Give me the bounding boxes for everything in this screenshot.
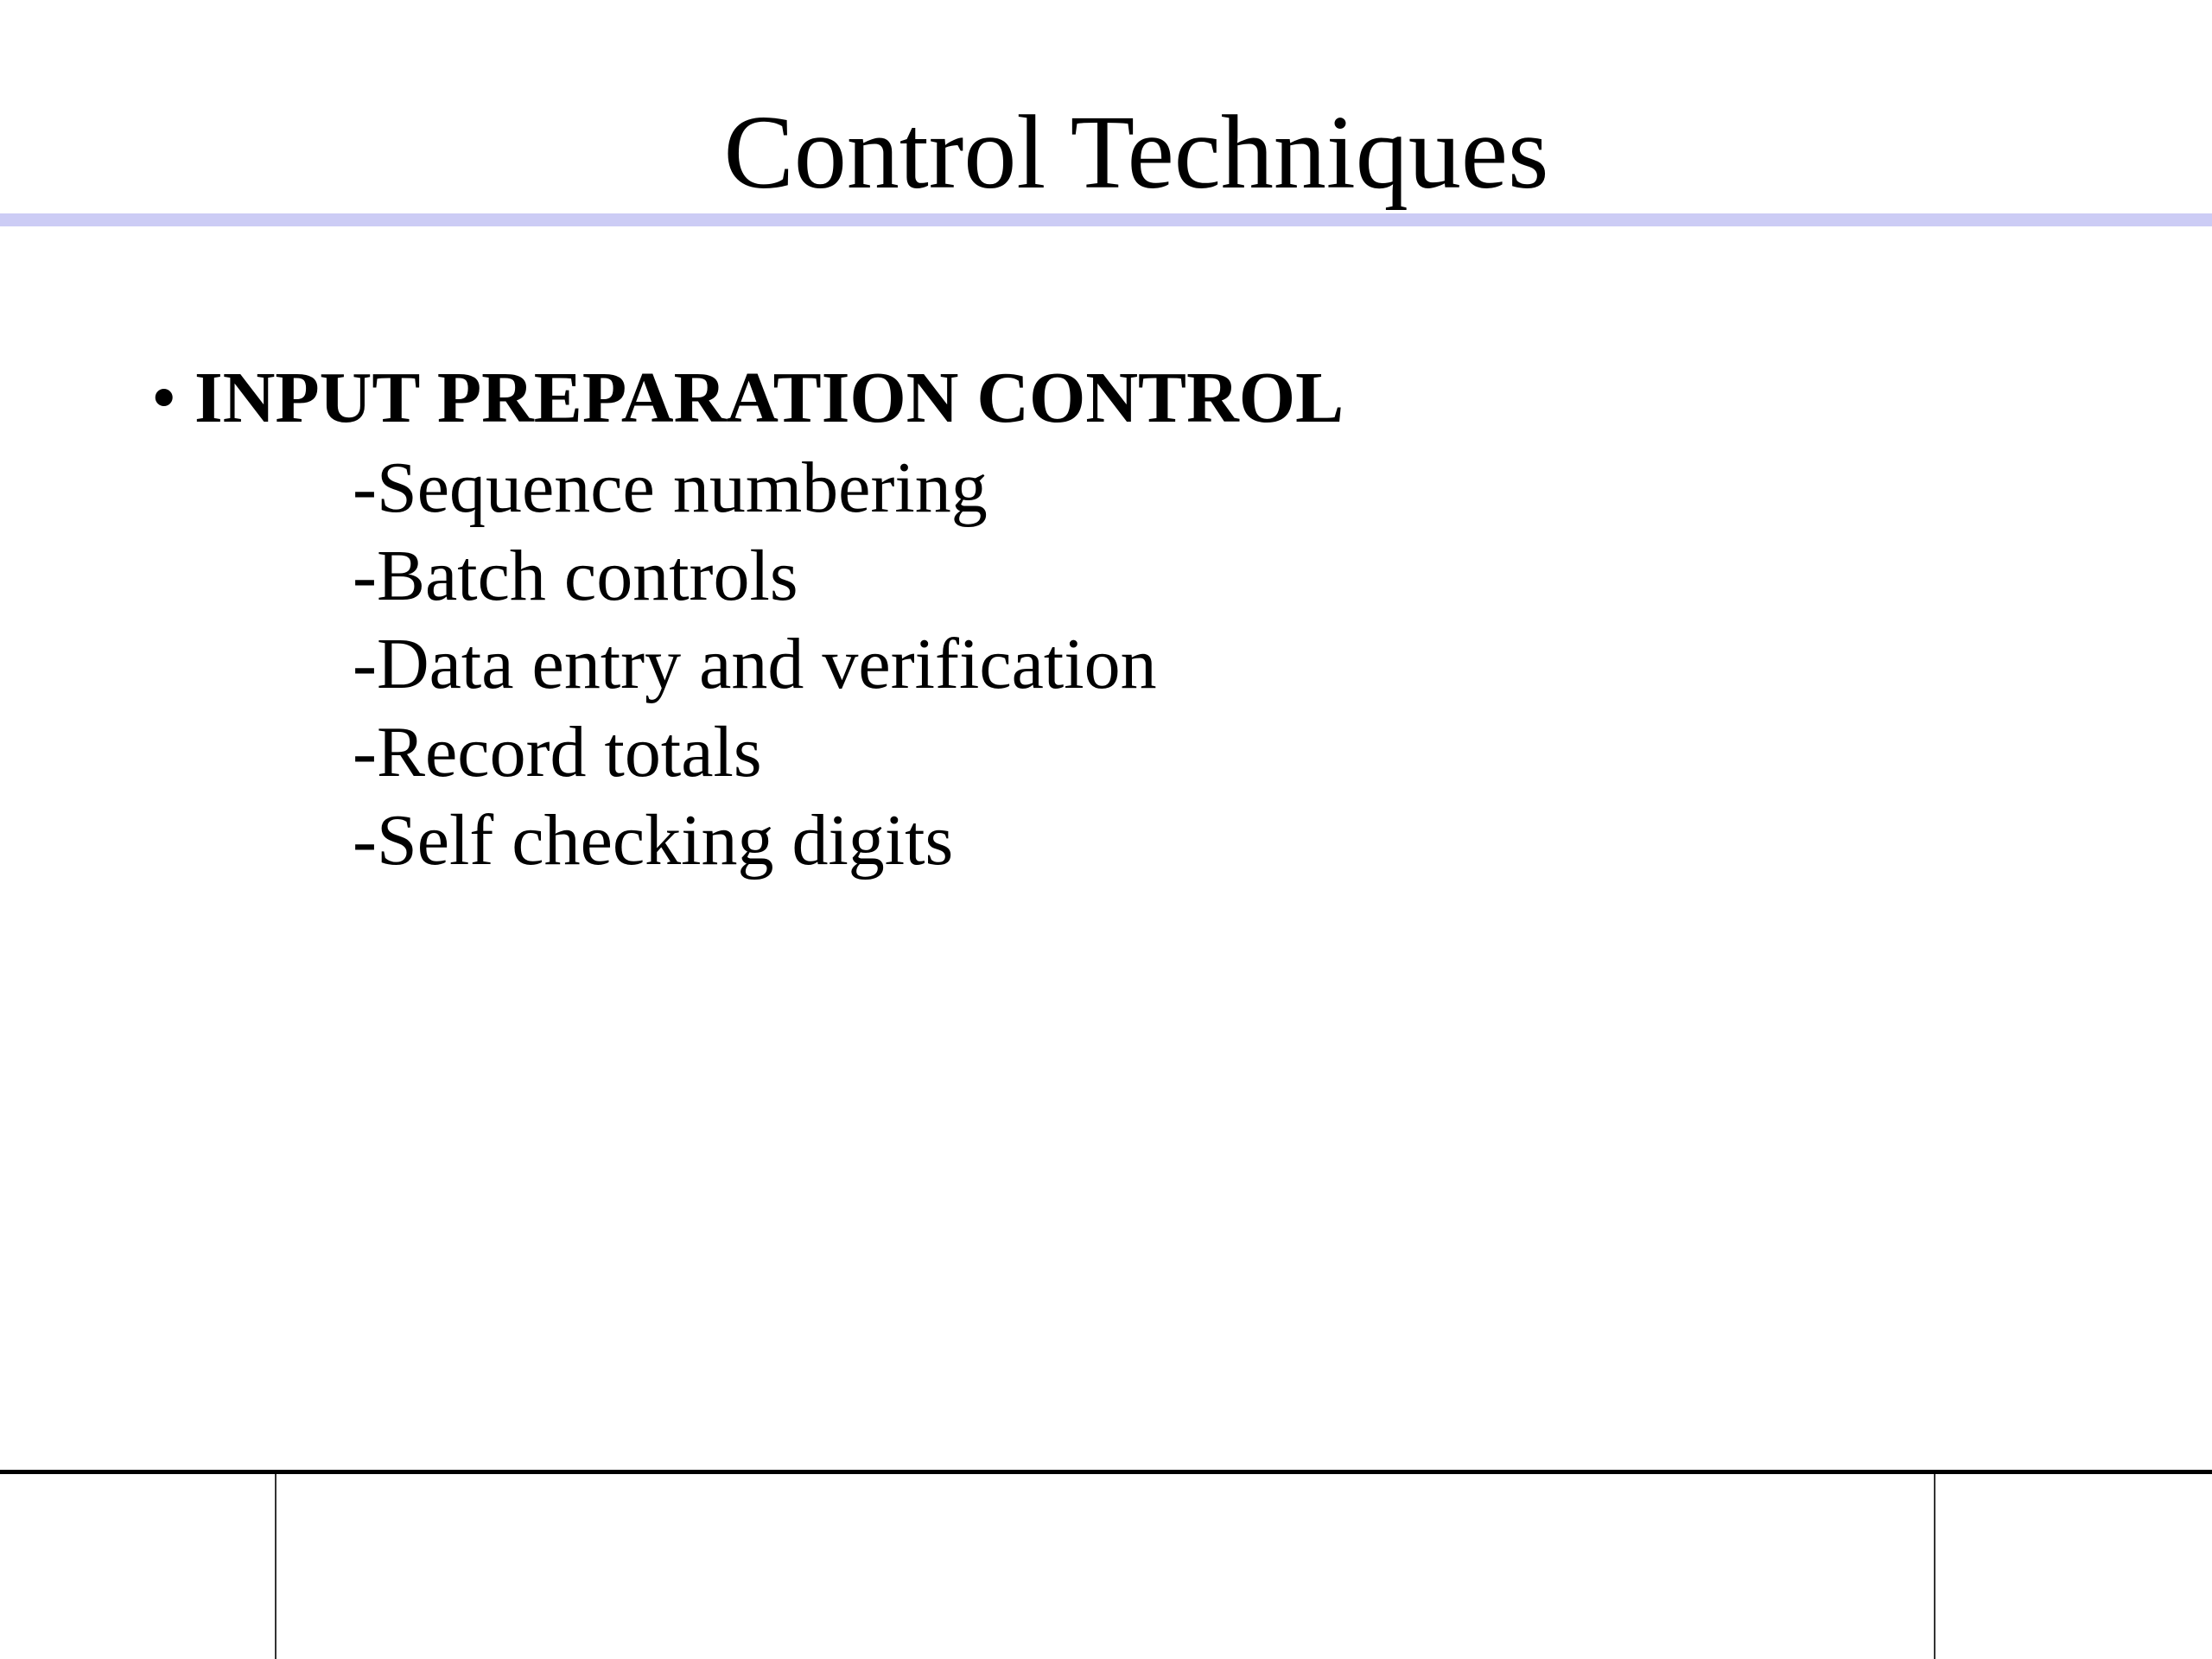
slide-title: Control Techniques bbox=[723, 93, 1549, 211]
bullet-heading: INPUT PREPARATION CONTROL bbox=[194, 358, 1344, 438]
footer-divider-left bbox=[275, 1474, 276, 1659]
list-item: -Batch controls bbox=[353, 536, 798, 616]
list-item: -Sequence numbering bbox=[353, 448, 988, 528]
sub-item-list bbox=[353, 444, 1157, 885]
list-item: -Self checking digits bbox=[353, 800, 954, 880]
bullet-icon: • bbox=[151, 358, 177, 438]
bullet-block bbox=[151, 354, 1344, 442]
footer-rule bbox=[0, 1470, 2212, 1474]
footer-divider-right bbox=[1934, 1474, 1936, 1659]
list-item: -Data entry and verification bbox=[353, 624, 1157, 704]
title-underline bbox=[0, 213, 2212, 226]
list-item: -Record totals bbox=[353, 712, 762, 792]
bullet-heading-line bbox=[151, 354, 1344, 442]
